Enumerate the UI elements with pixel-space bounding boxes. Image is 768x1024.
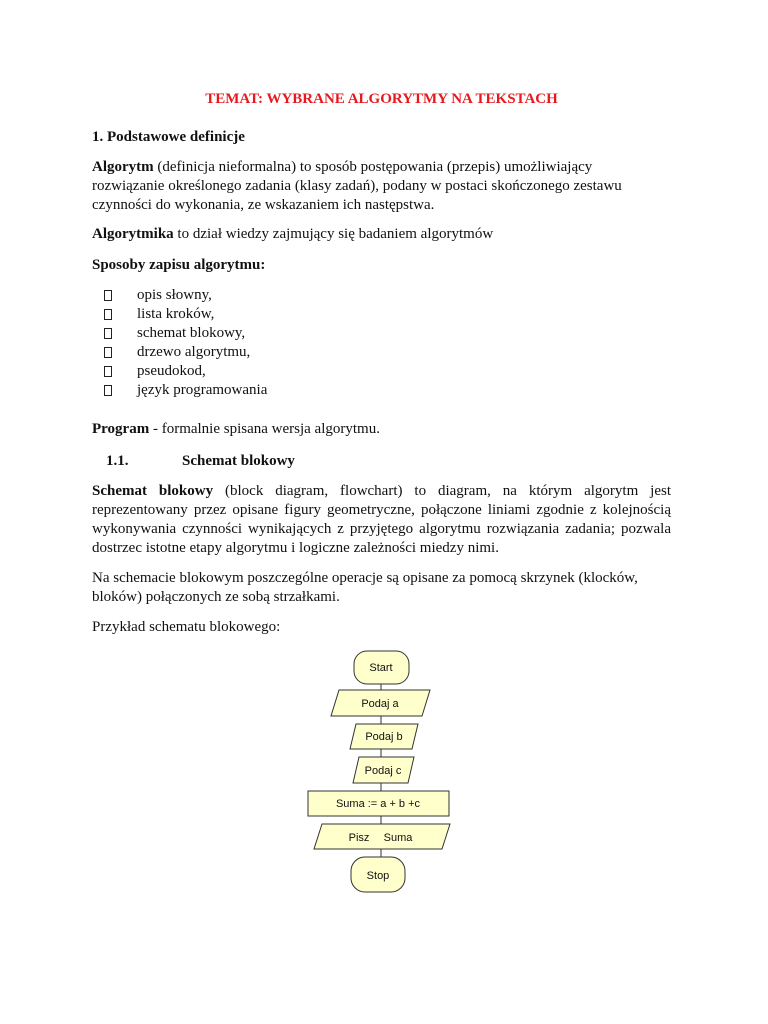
list-item: lista kroków, [104,305,267,324]
term-algorytm: Algorytm [92,159,154,175]
paragraph-algorytm [92,158,671,215]
section-title: Schemat blokowy [182,453,295,469]
na-schemacie-line-1: Na schemacie blokowym poszczególne operacje są opisane za pomocą skrzynek (klocków, [92,570,638,586]
flowchart [304,648,464,896]
sposoby-list [104,286,267,400]
algorytmika-text: to dział wiedzy zajmujący się badaniem algorytmów [173,226,494,242]
bullet-icon [104,328,112,339]
term-schemat: Schemat blokowy [92,483,214,499]
program-text: - formalnie spisana wersja algorytmu. [149,421,380,437]
list-item: drzewo algorytmu, [104,343,267,362]
flowchart-input-b-label: Podaj b [365,731,403,743]
flowchart-input-c-label: Podaj c [364,765,402,777]
flowchart-stop-label: Stop [366,870,390,882]
schemat-text: (block diagram, flowchart) to diagram, na którym algorytm jest reprezentowany przez opisane figury geometryczne, połączone liniami zgodnie z kolejnością wykonywania czynności wynikających z przyjętego algorytmu rozwiązania zadania; pozwala dostrzec istotne etapy algorytmu i logiczne zależności miedzy nimi. [92,483,671,556]
list-item: schemat blokowy, [104,324,267,343]
term-algorytmika: Algorytmika [92,226,174,242]
flowchart-output [314,824,450,849]
sposoby-heading: Sposoby zapisu algorytmu: [92,257,266,273]
bullet-icon [104,309,112,320]
paragraph-program [92,420,671,439]
flowchart-output-label: Pisz [348,832,370,844]
section-number: 1.1. [106,453,129,469]
algorytm-line-1: (definicja nieformalna) to sposób postępowania (przepis) umożliwiający [153,159,593,175]
algorytm-line-3: czynności do wykonania, ze wskazaniem ich następstwa. [92,197,435,213]
list-item: język programowania [104,381,267,400]
paragraph-schemat [92,482,671,558]
paragraph-algorytmika [92,225,671,244]
section-heading-definitions: 1. Podstawowe definicje [92,129,245,145]
flowchart-output-var: Suma [383,832,413,844]
section-heading-schemat [106,452,295,471]
przyklad-label: Przykład schematu blokowego: [92,619,281,635]
list-item: opis słowny, [104,286,267,305]
bullet-icon [104,347,112,358]
flowchart-input-a-label: Podaj a [361,698,399,710]
flowchart-svg [304,648,464,896]
term-program: Program [92,421,150,437]
algorytm-line-2: rozwiązanie określonego zadania (klasy zadań), podany w postaci skończonego zestawu [92,178,622,194]
document-title: TEMAT: WYBRANE ALGORYTMY NA TEKSTACH [205,91,558,107]
list-item: pseudokod, [104,362,267,381]
paragraph-na-schemacie [92,569,671,607]
bullet-icon [104,290,112,301]
bullet-icon [104,385,112,396]
na-schemacie-line-2: bloków) połączonych ze sobą strzałkami. [92,589,340,605]
flowchart-start-label: Start [369,662,393,674]
flowchart-process-label: Suma := a + b +c [335,798,421,810]
bullet-icon [104,366,112,377]
